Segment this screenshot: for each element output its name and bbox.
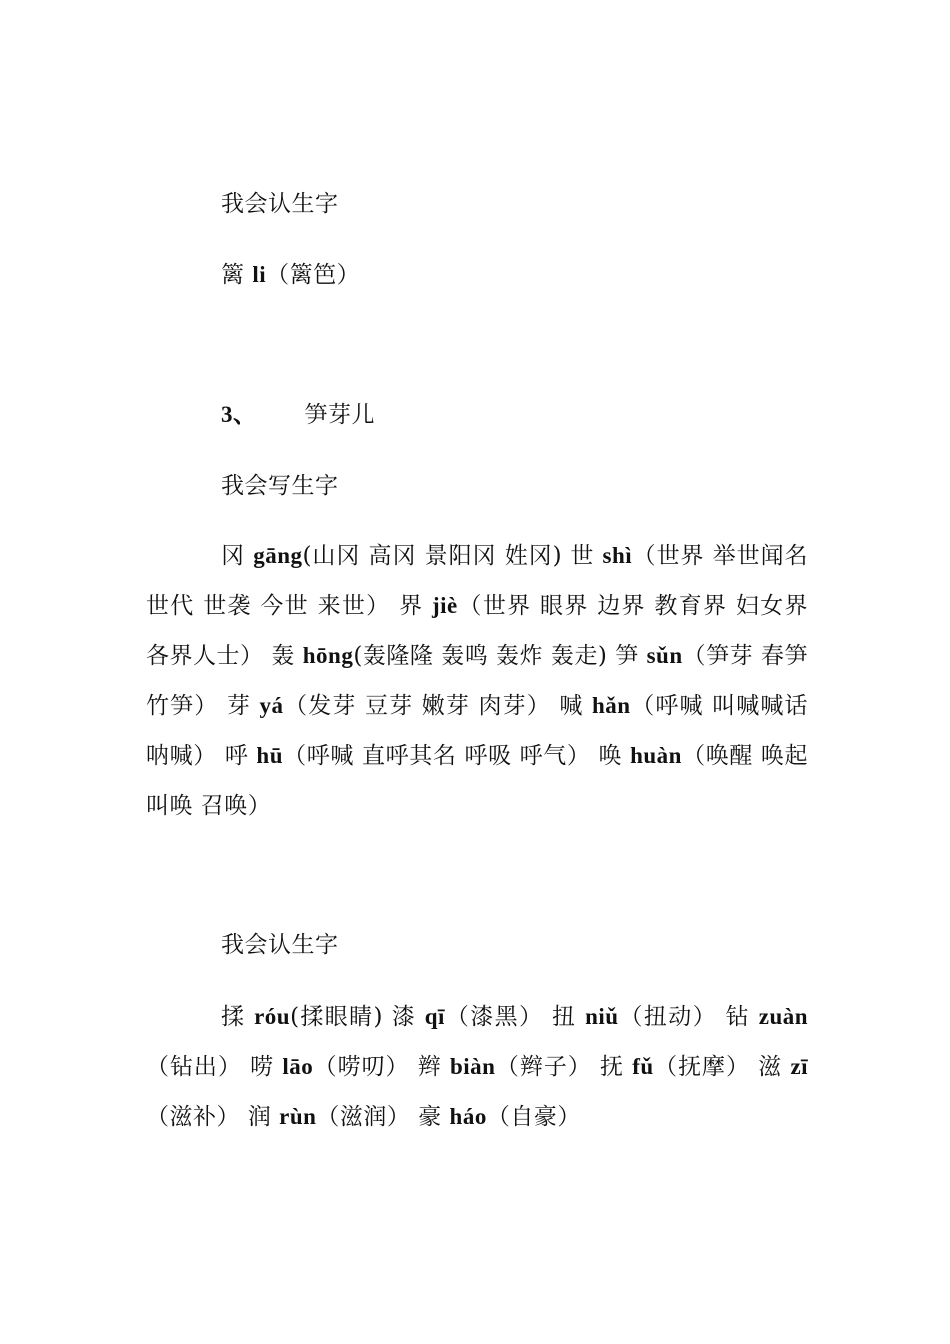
vocab-char: 界 (399, 593, 432, 619)
lesson-name: 笋芽儿 (304, 402, 375, 428)
vocab-char: 喊 (559, 693, 592, 719)
vocab-words: （扭动） (618, 1004, 717, 1030)
vocab-pinyin: yá (259, 693, 284, 718)
vocab-pinyin: háo (449, 1104, 487, 1129)
section-heading-recognize-1: 我会认生字 (221, 191, 339, 217)
vocab-char: 扭 (552, 1004, 586, 1030)
vocab-char: 篱 (221, 262, 245, 288)
vocab-char: 轰 (271, 643, 303, 669)
vocab-words: （笋芽 春笋 竹笋） (146, 643, 809, 719)
vocab-pinyin: sǔn (646, 643, 683, 668)
vocab-words: （滋补） (146, 1104, 240, 1130)
vocab-words: （滋润） (316, 1104, 411, 1130)
vocab-pinyin: niǔ (585, 1004, 619, 1029)
vocab-pinyin: hōng (302, 643, 354, 668)
section-heading-recognize-2: 我会认生字 (221, 932, 339, 958)
vocab-words: （世界 眼界 边界 教育界 妇女界 各界人士） (146, 593, 808, 669)
vocab-words: （钻出） (146, 1054, 242, 1080)
vocab-pinyin: rùn (279, 1104, 317, 1129)
vocab-pinyin: huàn (630, 743, 682, 768)
vocab-char: 滋 (758, 1054, 791, 1080)
vocab-char: 漆 (391, 1004, 425, 1030)
recognize-vocab-paragraph (146, 992, 808, 1142)
vocab-words: （世界 举世闻名 世代 世袭 今世 来世） (146, 543, 809, 619)
vocab-words: （发芽 豆芽 嫩芽 肉芽） (283, 693, 560, 719)
vocab-words: （自豪） (486, 1104, 581, 1130)
vocab-pinyin: lāo (282, 1054, 314, 1079)
vocab-char: 世 (570, 543, 603, 569)
vocab-pinyin: róu (254, 1004, 291, 1029)
vocab-words: （漆黑） (444, 1004, 544, 1030)
vocab-pinyin: qī (424, 1004, 445, 1029)
vocab-char: 笋 (615, 643, 647, 669)
vocab-words: （篱笆） (266, 262, 361, 288)
vocab-pinyin: hǎn (592, 693, 631, 718)
vocab-pinyin: zī (790, 1054, 809, 1079)
vocab-char: 唠 (250, 1054, 283, 1080)
vocab-char: 钻 (725, 1004, 759, 1030)
vocab-pinyin: gāng (253, 543, 303, 568)
vocab-pinyin: zuàn (758, 1004, 809, 1029)
write-vocab-paragraph (146, 531, 808, 831)
vocab-pinyin: jiè (431, 593, 458, 618)
section-heading-write: 我会写生字 (221, 473, 339, 499)
lesson-number: 3、 (221, 402, 257, 427)
vocab-words: (轰隆隆 轰鸣 轰炸 轰走) (353, 643, 616, 669)
vocab-words: （抚摩） (653, 1054, 750, 1080)
vocab-pinyin: li (252, 262, 267, 287)
vocab-char: 冈 (221, 543, 254, 569)
vocab-char: 呼 (224, 743, 257, 769)
vocab-words: （唠叨） (313, 1054, 418, 1080)
vocab-pinyin: shì (602, 543, 633, 568)
vocab-char: 芽 (226, 693, 260, 719)
vocab-line-li (221, 260, 360, 290)
vocab-char: 抚 (600, 1054, 633, 1080)
vocab-char: 豪 (418, 1104, 450, 1130)
vocab-pinyin: hū (256, 743, 284, 768)
vocab-pinyin: biàn (449, 1054, 496, 1079)
lesson-title (221, 400, 375, 430)
vocab-pinyin: fǔ (632, 1054, 654, 1079)
vocab-words: (揉眼睛) (290, 1004, 392, 1030)
vocab-char: 润 (247, 1104, 280, 1130)
vocab-words: （呼喊 叫喊喊话 呐喊） (146, 693, 809, 769)
vocab-words: （唤醒 唤起 叫唤 召唤） (146, 743, 809, 819)
vocab-char: 辫 (417, 1054, 450, 1080)
vocab-char: 揉 (221, 1004, 255, 1030)
vocab-words: （辫子） (495, 1054, 592, 1080)
vocab-char: 唤 (598, 743, 631, 769)
vocab-words: （呼喊 直呼其名 呼吸 呼气） (283, 743, 599, 769)
vocab-words: (山冈 高冈 景阳冈 姓冈) (302, 543, 571, 569)
